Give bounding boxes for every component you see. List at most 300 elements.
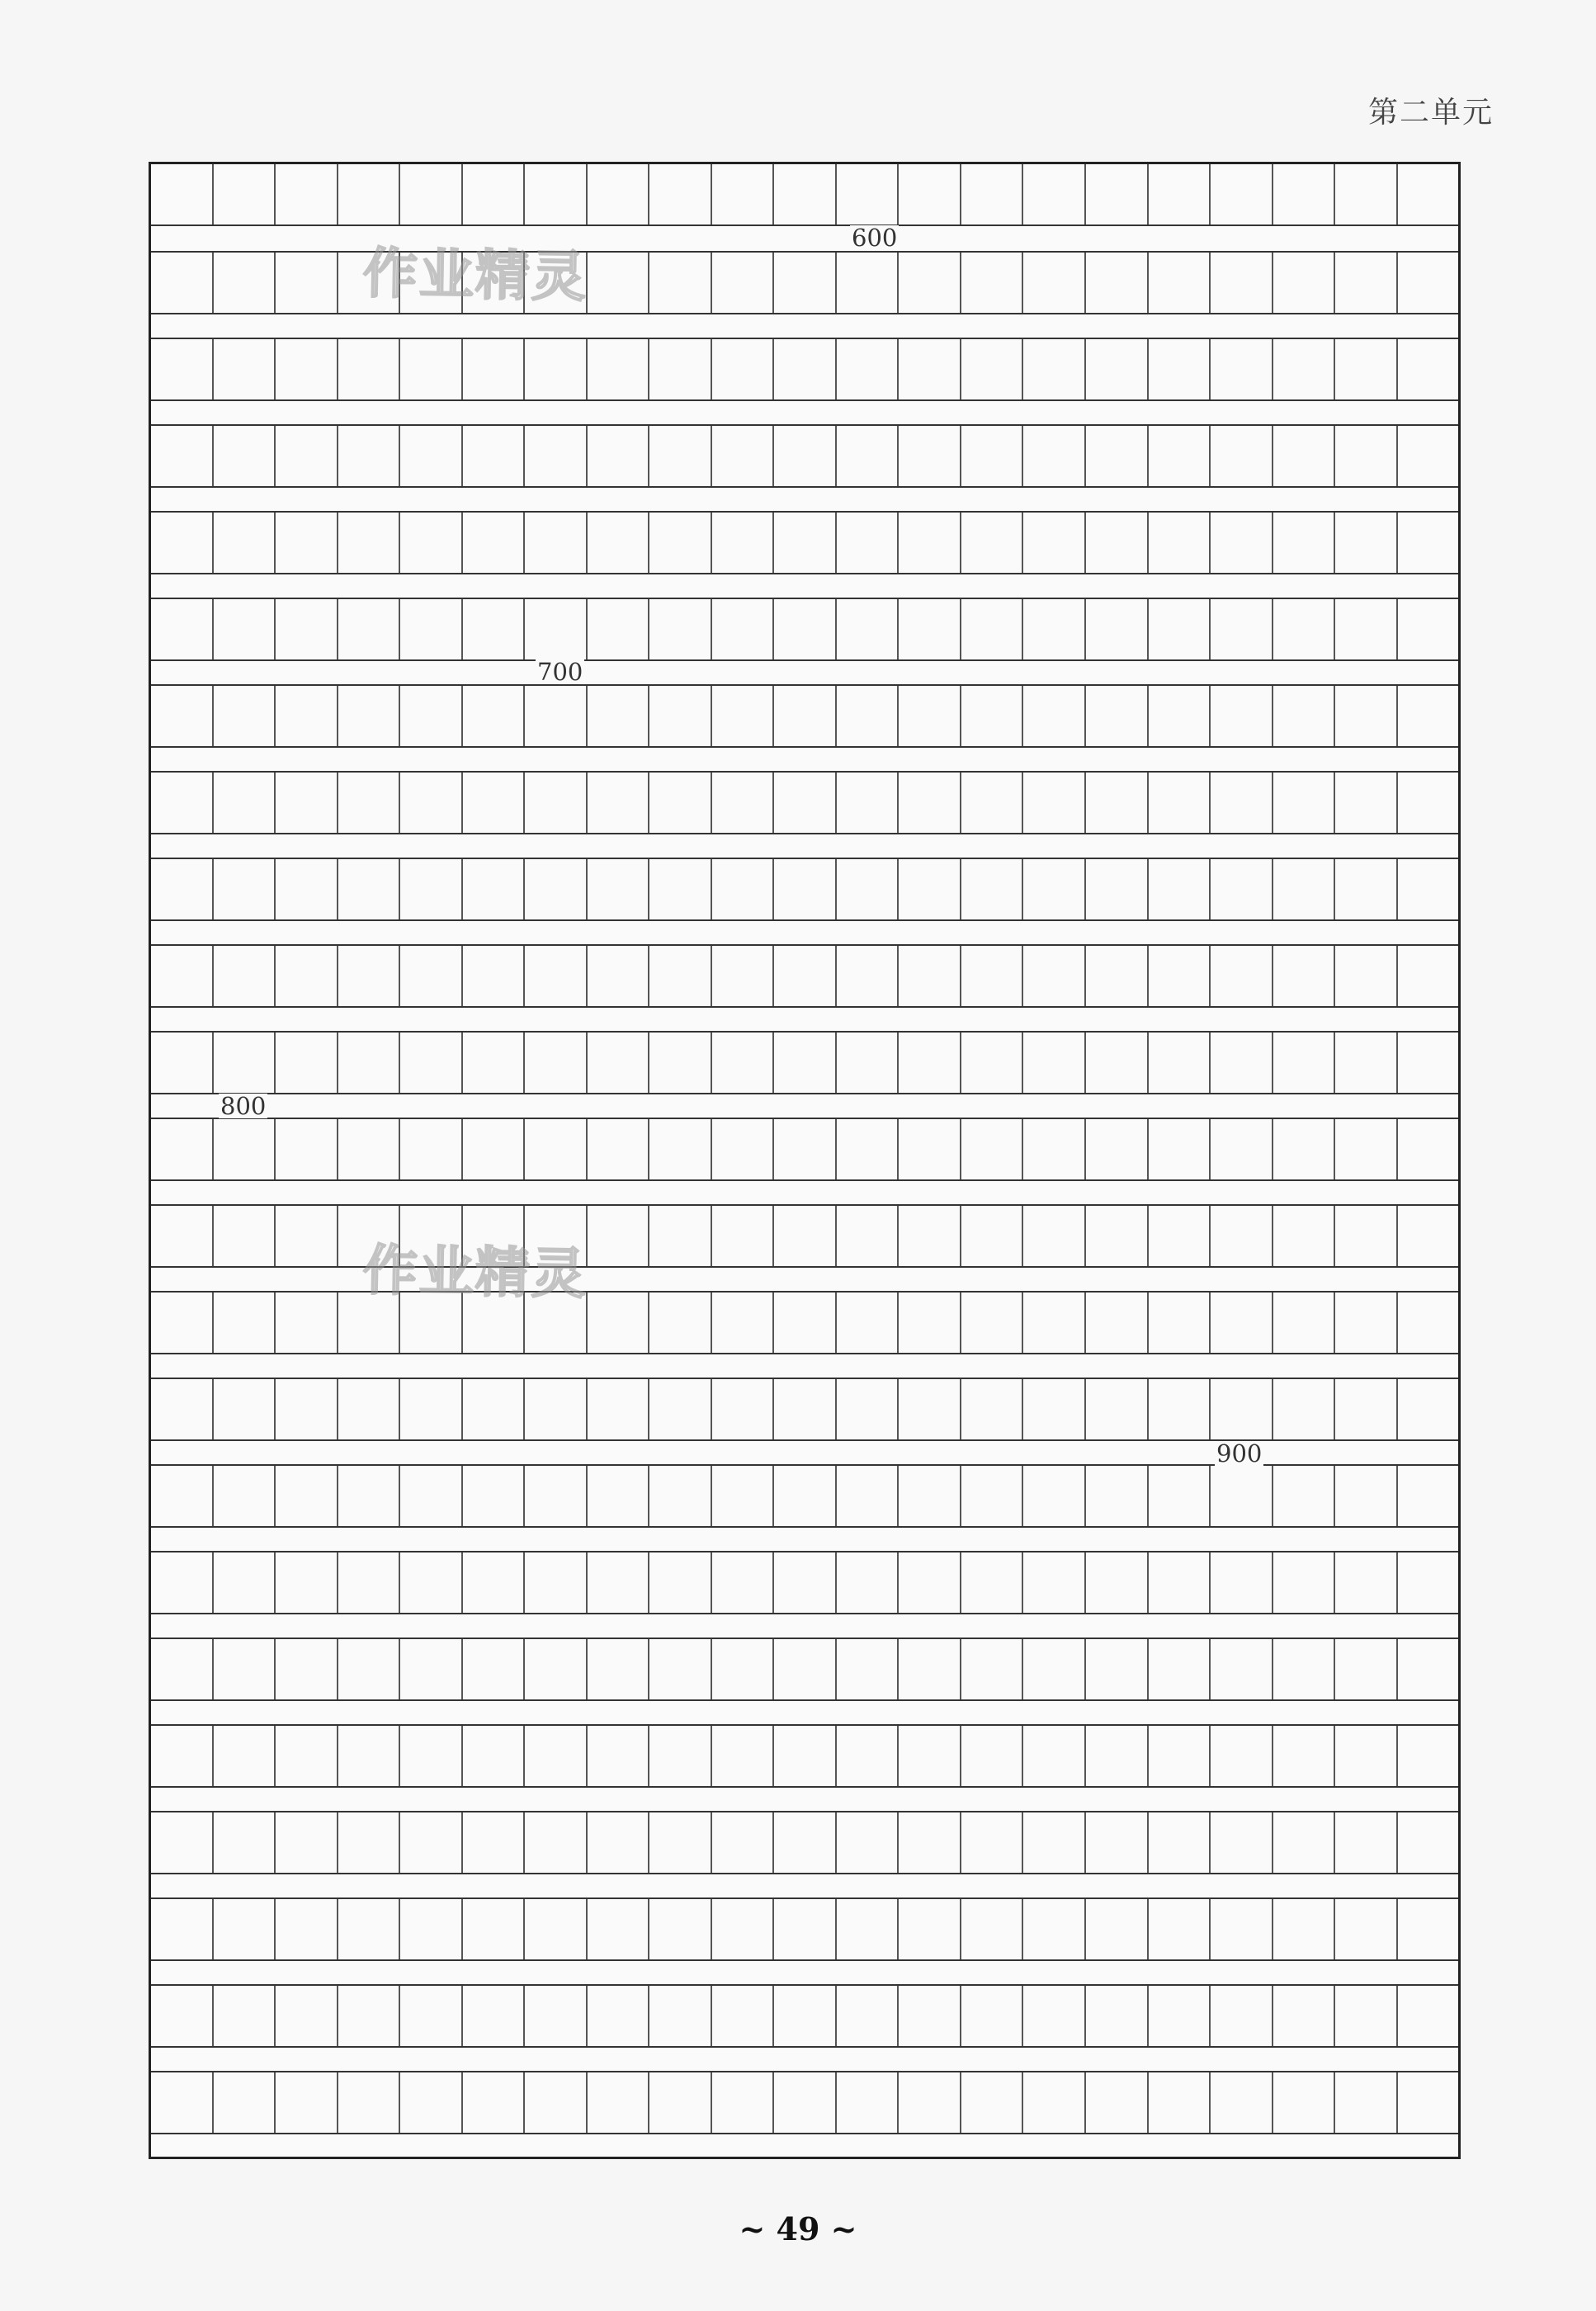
grid-cell[interactable] <box>1147 686 1210 746</box>
grid-cell[interactable] <box>648 1552 711 1613</box>
grid-cell[interactable] <box>461 1033 524 1093</box>
grid-cell[interactable] <box>1147 1379 1210 1439</box>
grid-cell[interactable] <box>772 599 835 659</box>
grid-cell[interactable] <box>212 513 275 573</box>
grid-cell[interactable] <box>835 1119 898 1179</box>
grid-cell[interactable] <box>461 1899 524 1959</box>
grid-cell[interactable] <box>1334 1986 1396 2046</box>
grid-cell[interactable] <box>1209 1986 1272 2046</box>
grid-cell[interactable] <box>835 1552 898 1613</box>
grid-cell[interactable] <box>960 1379 1022 1439</box>
grid-cell[interactable] <box>274 1552 337 1613</box>
grid-cell[interactable] <box>399 1726 461 1786</box>
grid-cell[interactable] <box>711 773 773 833</box>
grid-cell[interactable] <box>897 1552 960 1613</box>
grid-cell[interactable] <box>1022 946 1084 1006</box>
grid-cell[interactable] <box>897 599 960 659</box>
grid-cell[interactable] <box>212 1899 275 1959</box>
grid-cell[interactable] <box>523 1379 586 1439</box>
grid-cell[interactable] <box>1334 1552 1396 1613</box>
grid-cell[interactable] <box>1334 426 1396 486</box>
grid-cell[interactable] <box>1396 2072 1459 2133</box>
grid-cell[interactable] <box>212 1379 275 1439</box>
grid-cell[interactable] <box>960 164 1022 224</box>
grid-cell[interactable] <box>1272 686 1334 746</box>
grid-cell[interactable] <box>772 164 835 224</box>
grid-cell[interactable] <box>1209 164 1272 224</box>
grid-cell[interactable] <box>1334 773 1396 833</box>
grid-cell[interactable] <box>274 339 337 399</box>
grid-cell[interactable] <box>1084 1639 1147 1699</box>
grid-cell[interactable] <box>586 859 649 919</box>
grid-cell[interactable] <box>1396 599 1459 659</box>
grid-cell[interactable] <box>461 1466 524 1526</box>
grid-cell[interactable] <box>960 1639 1022 1699</box>
grid-cell[interactable] <box>212 164 275 224</box>
grid-cell[interactable] <box>461 339 524 399</box>
grid-cell[interactable] <box>835 164 898 224</box>
grid-cell[interactable] <box>1209 1899 1272 1959</box>
grid-cell[interactable] <box>835 2072 898 2133</box>
grid-cell[interactable] <box>835 513 898 573</box>
grid-cell[interactable] <box>648 1119 711 1179</box>
grid-cell[interactable] <box>274 426 337 486</box>
grid-cell[interactable] <box>711 946 773 1006</box>
grid-cell[interactable] <box>835 773 898 833</box>
grid-cell[interactable] <box>897 2072 960 2133</box>
grid-cell[interactable] <box>1084 513 1147 573</box>
grid-cell[interactable] <box>1272 1639 1334 1699</box>
grid-cell[interactable] <box>337 1899 399 1959</box>
grid-cell[interactable] <box>586 1812 649 1873</box>
grid-cell[interactable] <box>212 1119 275 1179</box>
grid-cell[interactable] <box>835 1206 898 1266</box>
grid-cell[interactable] <box>151 164 212 224</box>
grid-cell[interactable] <box>1022 1293 1084 1353</box>
grid-cell[interactable] <box>960 1119 1022 1179</box>
grid-cell[interactable] <box>1147 946 1210 1006</box>
grid-cell[interactable] <box>960 773 1022 833</box>
grid-cell[interactable] <box>337 2072 399 2133</box>
grid-cell[interactable] <box>461 513 524 573</box>
grid-cell[interactable] <box>274 1726 337 1786</box>
grid-cell[interactable] <box>1272 253 1334 313</box>
grid-cell[interactable] <box>648 2072 711 2133</box>
grid-cell[interactable] <box>151 1639 212 1699</box>
grid-cell[interactable] <box>586 1466 649 1526</box>
grid-cell[interactable] <box>1272 1466 1334 1526</box>
grid-cell[interactable] <box>337 1033 399 1093</box>
grid-cell[interactable] <box>960 1206 1022 1266</box>
grid-cell[interactable] <box>399 946 461 1006</box>
grid-cell[interactable] <box>897 686 960 746</box>
grid-cell[interactable] <box>1209 1033 1272 1093</box>
grid-cell[interactable] <box>711 599 773 659</box>
grid-cell[interactable] <box>523 1812 586 1873</box>
grid-cell[interactable] <box>1396 1293 1459 1353</box>
grid-cell[interactable] <box>274 1379 337 1439</box>
grid-cell[interactable] <box>523 1466 586 1526</box>
grid-cell[interactable] <box>835 1639 898 1699</box>
grid-cell[interactable] <box>897 1986 960 2046</box>
grid-cell[interactable] <box>648 1033 711 1093</box>
grid-cell[interactable] <box>897 1206 960 1266</box>
grid-cell[interactable] <box>461 164 524 224</box>
grid-cell[interactable] <box>1334 1119 1396 1179</box>
grid-cell[interactable] <box>648 164 711 224</box>
grid-cell[interactable] <box>1209 1812 1272 1873</box>
grid-cell[interactable] <box>1396 253 1459 313</box>
grid-cell[interactable] <box>151 2072 212 2133</box>
grid-cell[interactable] <box>960 1986 1022 2046</box>
grid-cell[interactable] <box>711 164 773 224</box>
grid-cell[interactable] <box>523 773 586 833</box>
grid-cell[interactable] <box>586 1899 649 1959</box>
grid-cell[interactable] <box>1334 1379 1396 1439</box>
grid-cell[interactable] <box>960 1466 1022 1526</box>
grid-cell[interactable] <box>835 599 898 659</box>
grid-cell[interactable] <box>711 1726 773 1786</box>
grid-cell[interactable] <box>151 1379 212 1439</box>
grid-cell[interactable] <box>1022 1812 1084 1873</box>
grid-cell[interactable] <box>274 946 337 1006</box>
grid-cell[interactable] <box>897 946 960 1006</box>
grid-cell[interactable] <box>648 773 711 833</box>
grid-cell[interactable] <box>523 513 586 573</box>
grid-cell[interactable] <box>960 2072 1022 2133</box>
grid-cell[interactable] <box>586 1119 649 1179</box>
grid-cell[interactable] <box>1272 773 1334 833</box>
grid-cell[interactable] <box>1084 1986 1147 2046</box>
grid-cell[interactable] <box>151 773 212 833</box>
grid-cell[interactable] <box>586 946 649 1006</box>
grid-cell[interactable] <box>1084 253 1147 313</box>
grid-cell[interactable] <box>1272 426 1334 486</box>
grid-cell[interactable] <box>337 1379 399 1439</box>
grid-cell[interactable] <box>151 1812 212 1873</box>
grid-cell[interactable] <box>772 686 835 746</box>
grid-cell[interactable] <box>897 1293 960 1353</box>
grid-cell[interactable] <box>1147 164 1210 224</box>
grid-cell[interactable] <box>772 1986 835 2046</box>
grid-cell[interactable] <box>151 599 212 659</box>
grid-cell[interactable] <box>711 1639 773 1699</box>
grid-cell[interactable] <box>835 686 898 746</box>
grid-cell[interactable] <box>897 164 960 224</box>
grid-cell[interactable] <box>711 1293 773 1353</box>
grid-cell[interactable] <box>151 1899 212 1959</box>
grid-cell[interactable] <box>1022 773 1084 833</box>
grid-cell[interactable] <box>1209 1466 1272 1526</box>
grid-cell[interactable] <box>151 686 212 746</box>
grid-cell[interactable] <box>1147 253 1210 313</box>
grid-cell[interactable] <box>1396 164 1459 224</box>
grid-cell[interactable] <box>1084 339 1147 399</box>
grid-cell[interactable] <box>337 1726 399 1786</box>
grid-cell[interactable] <box>711 686 773 746</box>
grid-cell[interactable] <box>1334 1293 1396 1353</box>
grid-cell[interactable] <box>960 599 1022 659</box>
grid-cell[interactable] <box>1209 426 1272 486</box>
grid-cell[interactable] <box>337 773 399 833</box>
grid-cell[interactable] <box>586 253 649 313</box>
grid-cell[interactable] <box>1272 599 1334 659</box>
grid-cell[interactable] <box>337 164 399 224</box>
grid-cell[interactable] <box>586 773 649 833</box>
grid-cell[interactable] <box>897 1379 960 1439</box>
grid-cell[interactable] <box>337 339 399 399</box>
grid-cell[interactable] <box>274 513 337 573</box>
grid-cell[interactable] <box>337 1639 399 1699</box>
grid-cell[interactable] <box>960 946 1022 1006</box>
grid-cell[interactable] <box>1209 339 1272 399</box>
grid-cell[interactable] <box>212 599 275 659</box>
grid-cell[interactable] <box>648 253 711 313</box>
grid-cell[interactable] <box>960 339 1022 399</box>
grid-cell[interactable] <box>274 1293 337 1353</box>
grid-cell[interactable] <box>1209 946 1272 1006</box>
grid-cell[interactable] <box>772 946 835 1006</box>
grid-cell[interactable] <box>274 253 337 313</box>
grid-cell[interactable] <box>1334 599 1396 659</box>
grid-cell[interactable] <box>1147 426 1210 486</box>
grid-cell[interactable] <box>461 773 524 833</box>
grid-cell[interactable] <box>897 253 960 313</box>
grid-cell[interactable] <box>1209 1379 1272 1439</box>
grid-cell[interactable] <box>1396 513 1459 573</box>
grid-cell[interactable] <box>461 2072 524 2133</box>
grid-cell[interactable] <box>1396 1812 1459 1873</box>
grid-cell[interactable] <box>1272 1033 1334 1093</box>
grid-cell[interactable] <box>274 1119 337 1179</box>
grid-cell[interactable] <box>772 1206 835 1266</box>
grid-cell[interactable] <box>586 1379 649 1439</box>
grid-cell[interactable] <box>212 1986 275 2046</box>
grid-cell[interactable] <box>1209 773 1272 833</box>
grid-cell[interactable] <box>835 1293 898 1353</box>
grid-cell[interactable] <box>772 1639 835 1699</box>
grid-cell[interactable] <box>772 339 835 399</box>
grid-cell[interactable] <box>1334 1033 1396 1093</box>
grid-cell[interactable] <box>1272 2072 1334 2133</box>
grid-cell[interactable] <box>1084 946 1147 1006</box>
grid-cell[interactable] <box>274 773 337 833</box>
grid-cell[interactable] <box>274 2072 337 2133</box>
grid-cell[interactable] <box>1147 1466 1210 1526</box>
grid-cell[interactable] <box>212 859 275 919</box>
grid-cell[interactable] <box>1022 1986 1084 2046</box>
grid-cell[interactable] <box>1147 1812 1210 1873</box>
grid-cell[interactable] <box>212 1639 275 1699</box>
grid-cell[interactable] <box>1147 1552 1210 1613</box>
grid-cell[interactable] <box>151 859 212 919</box>
grid-cell[interactable] <box>523 339 586 399</box>
grid-cell[interactable] <box>1334 1206 1396 1266</box>
grid-cell[interactable] <box>897 1639 960 1699</box>
grid-cell[interactable] <box>1022 253 1084 313</box>
grid-cell[interactable] <box>897 339 960 399</box>
grid-cell[interactable] <box>1084 1812 1147 1873</box>
grid-cell[interactable] <box>1147 1293 1210 1353</box>
grid-cell[interactable] <box>586 1639 649 1699</box>
grid-cell[interactable] <box>212 253 275 313</box>
grid-cell[interactable] <box>1272 946 1334 1006</box>
grid-cell[interactable] <box>960 426 1022 486</box>
grid-cell[interactable] <box>1334 1726 1396 1786</box>
grid-cell[interactable] <box>1334 686 1396 746</box>
grid-cell[interactable] <box>1209 1206 1272 1266</box>
grid-cell[interactable] <box>897 1119 960 1179</box>
grid-cell[interactable] <box>461 1552 524 1613</box>
grid-cell[interactable] <box>1272 513 1334 573</box>
grid-cell[interactable] <box>711 1033 773 1093</box>
grid-cell[interactable] <box>897 1033 960 1093</box>
grid-cell[interactable] <box>1022 1552 1084 1613</box>
grid-cell[interactable] <box>399 513 461 573</box>
grid-cell[interactable] <box>1396 1986 1459 2046</box>
grid-cell[interactable] <box>960 859 1022 919</box>
grid-cell[interactable] <box>897 1812 960 1873</box>
grid-cell[interactable] <box>648 513 711 573</box>
grid-cell[interactable] <box>1022 1379 1084 1439</box>
grid-cell[interactable] <box>1396 1033 1459 1093</box>
grid-cell[interactable] <box>648 1379 711 1439</box>
grid-cell[interactable] <box>1272 1726 1334 1786</box>
grid-cell[interactable] <box>586 1033 649 1093</box>
grid-cell[interactable] <box>399 164 461 224</box>
grid-cell[interactable] <box>1396 773 1459 833</box>
grid-cell[interactable] <box>151 1552 212 1613</box>
grid-cell[interactable] <box>1272 1899 1334 1959</box>
grid-cell[interactable] <box>461 946 524 1006</box>
grid-cell[interactable] <box>897 1726 960 1786</box>
grid-cell[interactable] <box>399 339 461 399</box>
grid-cell[interactable] <box>835 1726 898 1786</box>
grid-cell[interactable] <box>461 1119 524 1179</box>
grid-cell[interactable] <box>1396 1466 1459 1526</box>
grid-cell[interactable] <box>1396 686 1459 746</box>
grid-cell[interactable] <box>212 1552 275 1613</box>
grid-cell[interactable] <box>461 859 524 919</box>
grid-cell[interactable] <box>835 426 898 486</box>
grid-cell[interactable] <box>1396 946 1459 1006</box>
grid-cell[interactable] <box>337 686 399 746</box>
grid-cell[interactable] <box>586 426 649 486</box>
grid-cell[interactable] <box>772 1379 835 1439</box>
grid-cell[interactable] <box>1084 1293 1147 1353</box>
grid-cell[interactable] <box>1084 686 1147 746</box>
grid-cell[interactable] <box>586 1726 649 1786</box>
grid-cell[interactable] <box>711 253 773 313</box>
grid-cell[interactable] <box>212 2072 275 2133</box>
grid-cell[interactable] <box>151 513 212 573</box>
grid-cell[interactable] <box>337 1552 399 1613</box>
grid-cell[interactable] <box>523 426 586 486</box>
grid-cell[interactable] <box>212 1033 275 1093</box>
grid-cell[interactable] <box>897 1899 960 1959</box>
grid-cell[interactable] <box>1022 1899 1084 1959</box>
grid-cell[interactable] <box>648 859 711 919</box>
grid-cell[interactable] <box>772 1812 835 1873</box>
grid-cell[interactable] <box>648 1726 711 1786</box>
grid-cell[interactable] <box>523 1552 586 1613</box>
grid-cell[interactable] <box>399 1119 461 1179</box>
grid-cell[interactable] <box>960 686 1022 746</box>
grid-cell[interactable] <box>835 339 898 399</box>
grid-cell[interactable] <box>399 1812 461 1873</box>
grid-cell[interactable] <box>1147 1206 1210 1266</box>
grid-cell[interactable] <box>772 426 835 486</box>
grid-cell[interactable] <box>586 164 649 224</box>
grid-cell[interactable] <box>648 686 711 746</box>
grid-cell[interactable] <box>151 1466 212 1526</box>
grid-cell[interactable] <box>1334 2072 1396 2133</box>
grid-cell[interactable] <box>772 1466 835 1526</box>
grid-cell[interactable] <box>212 1293 275 1353</box>
grid-cell[interactable] <box>461 1379 524 1439</box>
grid-cell[interactable] <box>960 1812 1022 1873</box>
grid-cell[interactable] <box>835 1466 898 1526</box>
grid-cell[interactable] <box>586 1986 649 2046</box>
grid-cell[interactable] <box>461 1639 524 1699</box>
grid-cell[interactable] <box>461 1986 524 2046</box>
grid-cell[interactable] <box>711 1119 773 1179</box>
grid-cell[interactable] <box>1147 1119 1210 1179</box>
grid-cell[interactable] <box>772 1726 835 1786</box>
grid-cell[interactable] <box>1084 1552 1147 1613</box>
grid-cell[interactable] <box>648 1293 711 1353</box>
grid-cell[interactable] <box>586 339 649 399</box>
grid-cell[interactable] <box>274 1206 337 1266</box>
grid-cell[interactable] <box>835 946 898 1006</box>
grid-cell[interactable] <box>523 1119 586 1179</box>
grid-cell[interactable] <box>1396 1899 1459 1959</box>
grid-cell[interactable] <box>212 1726 275 1786</box>
grid-cell[interactable] <box>835 859 898 919</box>
grid-cell[interactable] <box>1209 2072 1272 2133</box>
grid-cell[interactable] <box>399 1986 461 2046</box>
grid-cell[interactable] <box>1272 1119 1334 1179</box>
grid-cell[interactable] <box>151 1986 212 2046</box>
grid-cell[interactable] <box>1147 859 1210 919</box>
grid-cell[interactable] <box>337 599 399 659</box>
grid-cell[interactable] <box>1209 1293 1272 1353</box>
grid-cell[interactable] <box>1147 513 1210 573</box>
grid-cell[interactable] <box>711 1552 773 1613</box>
grid-cell[interactable] <box>274 1899 337 1959</box>
grid-cell[interactable] <box>711 1899 773 1959</box>
grid-cell[interactable] <box>772 513 835 573</box>
grid-cell[interactable] <box>1334 1466 1396 1526</box>
grid-cell[interactable] <box>772 1033 835 1093</box>
grid-cell[interactable] <box>1084 859 1147 919</box>
grid-cell[interactable] <box>1022 513 1084 573</box>
grid-cell[interactable] <box>151 253 212 313</box>
grid-cell[interactable] <box>711 513 773 573</box>
grid-cell[interactable] <box>1209 253 1272 313</box>
grid-cell[interactable] <box>586 1293 649 1353</box>
grid-cell[interactable] <box>1396 1206 1459 1266</box>
grid-cell[interactable] <box>1272 1812 1334 1873</box>
grid-cell[interactable] <box>835 253 898 313</box>
grid-cell[interactable] <box>1022 1726 1084 1786</box>
grid-cell[interactable] <box>212 426 275 486</box>
grid-cell[interactable] <box>523 1726 586 1786</box>
grid-cell[interactable] <box>897 773 960 833</box>
grid-cell[interactable] <box>1209 1726 1272 1786</box>
grid-cell[interactable] <box>1147 599 1210 659</box>
grid-cell[interactable] <box>835 1986 898 2046</box>
